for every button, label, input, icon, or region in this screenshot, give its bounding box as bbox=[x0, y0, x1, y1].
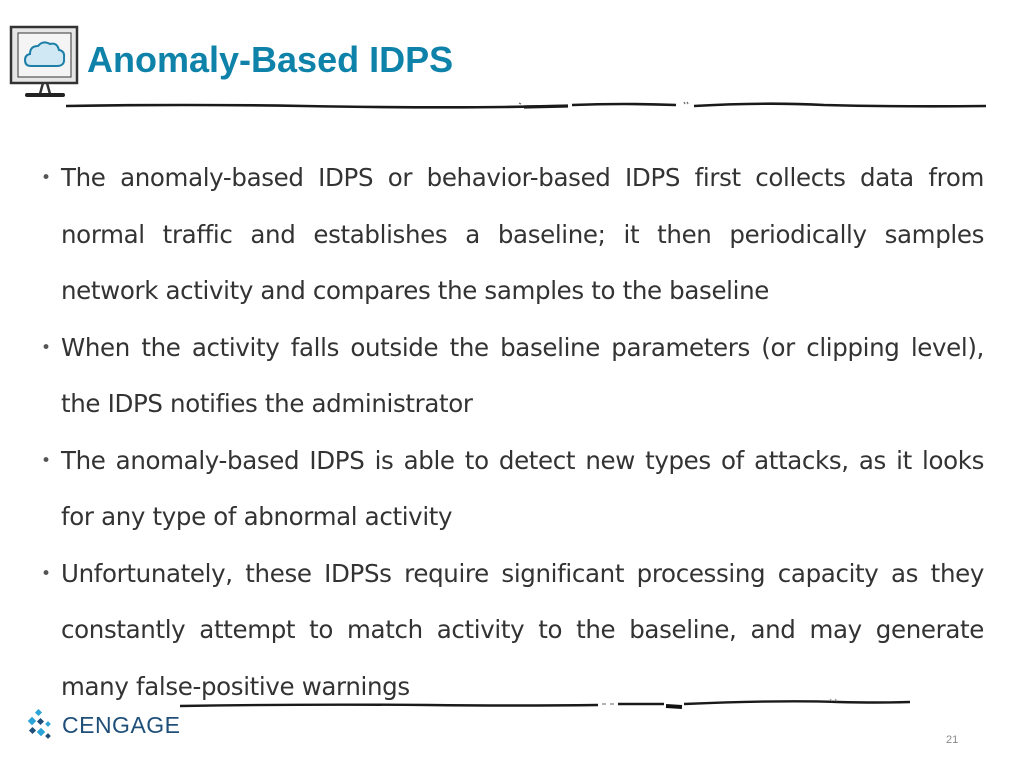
bullet-item bbox=[36, 320, 984, 433]
bullet-item bbox=[36, 433, 984, 546]
cloud-monitor-icon bbox=[7, 24, 83, 104]
bullet-marker: • bbox=[41, 337, 51, 358]
bullet-text: The anomaly-based IDPS is able to detect new types of attacks, as it looks for any type of abnormal activity bbox=[61, 445, 984, 531]
bullet-text: The anomaly-based IDPS or behavior-based IDPS first collects data from normal traffic and establishes a baseline; it then periodically samples network activity and compares the samples to the baseline bbox=[61, 163, 984, 305]
bullet-item bbox=[36, 546, 984, 716]
page-number: 21 bbox=[946, 734, 959, 746]
title-divider bbox=[64, 98, 988, 114]
bottom-divider bbox=[178, 692, 912, 712]
bullet-item bbox=[36, 150, 984, 320]
bullet-text: Unfortunately, these IDPSs require significant processing capacity as they constantly attempt to match activity to the baseline, and may generate many false-positive warnings bbox=[61, 558, 984, 701]
bullet-marker: • bbox=[41, 168, 51, 188]
bullet-text: When the activity falls outside the baseline parameters (or clipping level), the IDPS notifies the administrator bbox=[61, 332, 984, 418]
cengage-logo-text: CENGAGE bbox=[62, 712, 181, 738]
bullet-marker: • bbox=[41, 563, 51, 584]
bullet-list bbox=[36, 150, 984, 715]
slide-title: Anomaly-Based IDPS bbox=[87, 39, 454, 80]
bullet-marker: • bbox=[41, 450, 51, 471]
